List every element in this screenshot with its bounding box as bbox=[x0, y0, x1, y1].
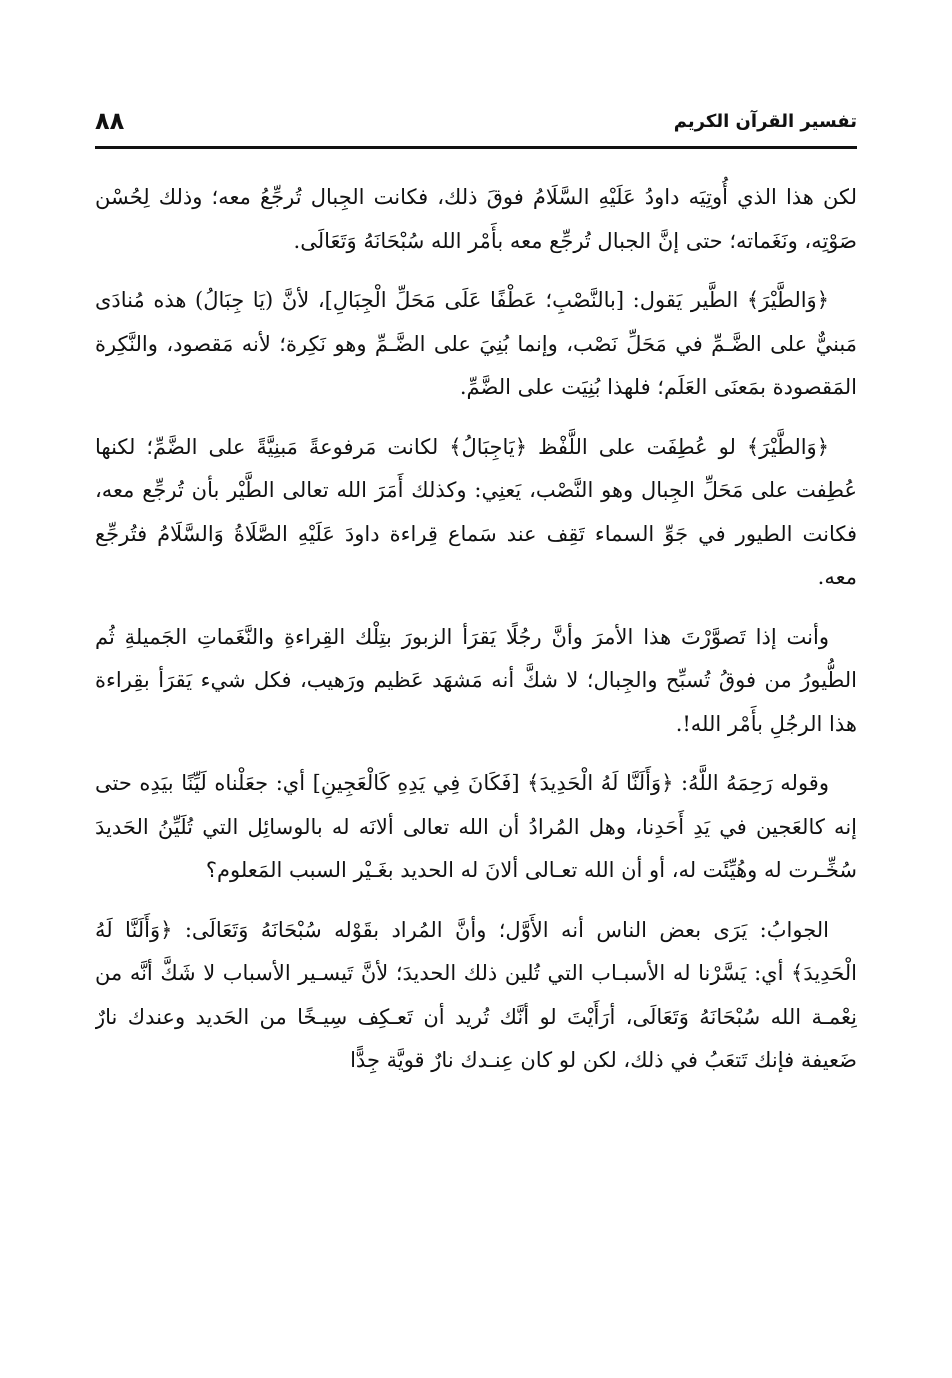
body-text bbox=[95, 176, 857, 1306]
paragraph: ﴿وَالطَّيْرَ﴾ لو عُطِفَت على اللَّفْظ ﴿يَاجِبَالُ﴾ لكانت مَرفوعةً مَبنِيَّةً على الضَّمِّ؛ لكنها عُطِفت على مَحَلِّ الجِبال وهو النَّصْب، يَعنِي: وكذلك أَمَرَ الله تعالى الطَّيْر بأن تُرجِّع معه، فكانت الطيور في جَوِّ السماء تَقِف عند سَماع قِراءة داودَ عَلَيْهِ الصَّلَاةُ وَالسَّلَامُ فتُرجِّع معه. bbox=[95, 434, 857, 589]
paragraph: وقوله رَحِمَهُ اللَّهُ: ﴿وَأَلَنَّا لَهُ الْحَدِيدَ﴾ [فَكَانَ فِي يَدِهِ كَالْعَجِينِ] أي: جعَلْناه لَيِّنًا بيَدِه حتى إنه كالعَجين في يَدِ أَحَدِنا، وهل المُرادُ أن الله تعالى ألانَه له بالوسائِل التي تُلَيِّنُ الحَديدَ سُخِّـرت له وهُيِّئَت له، أو أن الله تعـالى ألانَ له الحديد بغَـيْر السبب المَعلوم؟ bbox=[95, 771, 857, 882]
page-header bbox=[95, 104, 857, 144]
paragraph: لكن هذا الذي أُوتِيَه داودُ عَلَيْهِ السَّلَامُ فوقَ ذلك، فكانت الجِبال تُرجِّعُ معه؛ وذلك لِحُسْن صَوْتِه، ونَغَماته؛ حتى إنَّ الجبال تُرجِّع معه بأَمْر الله سُبْحَانَهُ وَتَعَالَى. bbox=[95, 185, 857, 253]
paragraph: وأنت إذا تَصوَّرْتَ هذا الأمرَ وأنَّ رجُلًا يَقرَأ الزبورَ بتِلْك القِراءةِ والنَّغَماتِ الجَميلةِ ثُم الطُّيورُ من فوقُ تُسبِّح والجِبال؛ لا شكَّ أنه مَشهَد عَظيم ورَهيب، فكل شيء يَقرَأ بقِراءة هذا الرجُلِ بأَمْر الله!. bbox=[95, 624, 857, 736]
paragraph: ﴿وَالطَّيْرَ﴾ الطَّير يَقول: [بالنَّصْبِ؛ عَطْفًا عَلَى مَحَلِّ الْجِبَالِ]، لأنَّ (يَا جِبَالُ) هذه مُنادَى مَبنيٌّ على الضَّـمِّ في مَحَلِّ نَصْب، وإنما بُنِيَ على الضَّـمِّ وهو نَكِرة؛ لأنه مَقصود، والنَّكِرة المَقصودة بمَعنَى العَلَم؛ فلهذا بُنِيَت على الضَّمِّ. bbox=[95, 288, 857, 399]
running-title: تفسير القرآن الكريم bbox=[673, 111, 857, 132]
header-divider bbox=[95, 146, 857, 149]
page-number: ٨٨ bbox=[95, 107, 125, 135]
paragraph: الجوابُ: يَرَى بعض الناس أنه الأَوَّل؛ وأنَّ المُراد بقَوْله سُبْحَانَهُ وَتَعَالَى: ﴿وَأَلَنَّا لَهُ الْحَدِيدَ﴾ أي: يَسَّرْنا له الأسبـاب التي تُلين ذلك الحديدَ؛ لأنَّ تَيسـير الأسباب لا شَكَّ أنَّه من نِعْمـة الله سُبْحَانَهُ وَتَعَالَى، أرَأَيْتَ لو أنَّك تُريد أن تَعـكِف سِيـخًا من الحَديد وعندك نارٌ ضَعيفة فإنك تَتعَبُ في ذلك، لكن لو كان عِنـدك نارٌ قويَّة جِدًّا bbox=[95, 917, 857, 1072]
